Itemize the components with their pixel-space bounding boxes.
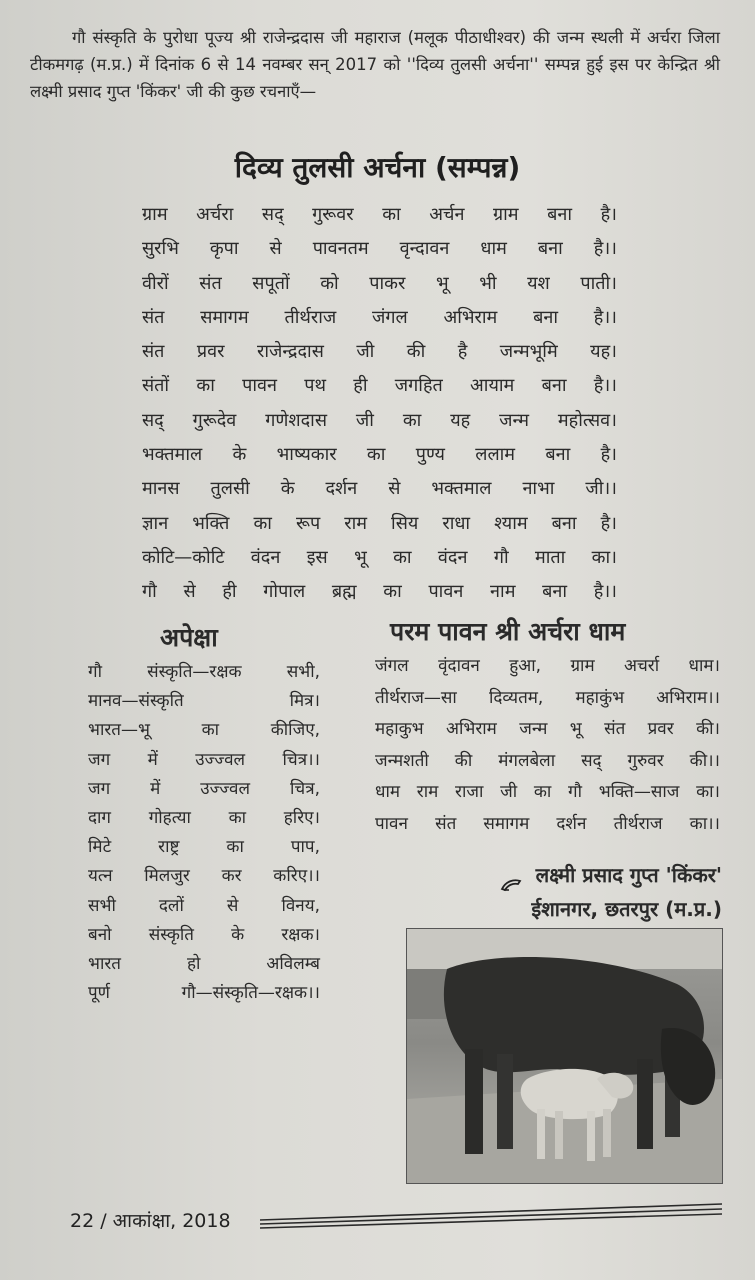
left-poem-line: पूर्ण गौ—संस्कृति—रक्षक।।	[88, 983, 320, 1004]
right-poem-line: जन्मशती की मंगलबेला सद् गुरुवर की।।	[375, 750, 720, 771]
left-poem-line: भारत हो अविलम्ब	[88, 954, 320, 975]
main-poem-line: संतों का पावन पथ ही जगहित आयाम बना है।।	[142, 375, 617, 397]
page-footer: 22 / आकांक्षा, 2018	[70, 1210, 231, 1232]
left-poem-line: मिटे राष्ट्र का पाप,	[88, 837, 320, 858]
main-poem-line: संत समागम तीर्थराज जंगल अभिराम बना है।।	[142, 306, 617, 328]
cow-calf-photo	[406, 928, 723, 1184]
right-poem-line: धाम राम राजा जी का गौ भक्ति—साज का।	[375, 782, 720, 803]
left-poem-title: अपेक्षा	[160, 623, 218, 652]
left-poem-line: सभी दलों से विनय,	[88, 895, 320, 916]
main-poem-line: भक्तमाल के भाष्यकार का पुण्य ललाम बना है।	[142, 444, 617, 466]
left-poem-line: जग में उज्ज्वल चित्र।।	[88, 749, 320, 770]
left-poem-line: जग में उज्ज्वल चित्र,	[88, 778, 320, 799]
right-poem-line: तीर्थराज—सा दिव्यतम, महाकुंभ अभिराम।।	[375, 687, 720, 708]
author-credit	[410, 858, 722, 926]
author-address: ईशानगर, छतरपुर (म.प्र.)	[531, 897, 722, 921]
author-name: लक्ष्मी प्रसाद गुप्त 'किंकर'	[535, 863, 722, 887]
right-poem-line: पावन संत समागम दर्शन तीर्थराज का।।	[375, 813, 720, 834]
right-poem-title: परम पावन श्री अर्चरा धाम	[390, 617, 626, 646]
left-poem	[88, 658, 320, 1008]
left-poem-line: गौ संस्कृति—रक्षक सभी,	[88, 662, 320, 682]
right-poem	[375, 651, 720, 841]
pen-icon	[500, 869, 522, 885]
main-poem-line: संत प्रवर राजेन्द्रदास जी की है जन्मभूमि यह।	[142, 341, 617, 363]
main-poem-line: मानस तुलसी के दर्शन से भक्तमाल नाभा जी।।	[142, 478, 617, 500]
main-poem-line: वीरों संत सपूतों को पाकर भू भी यश पाती।	[142, 272, 617, 294]
main-poem-line: ज्ञान भक्ति का रूप राम सिय राधा श्याम बना है।	[142, 512, 617, 534]
main-poem-line: ग्राम अर्चरा सद् गुरूवर का अर्चन ग्राम बना है।	[142, 204, 617, 225]
right-poem-line: महाकुभ अभिराम जन्म भू संत प्रवर की।	[375, 719, 720, 740]
main-poem	[142, 198, 617, 610]
main-poem-line: कोटि—कोटि वंदन इस भू का वंदन गौ माता का।	[142, 546, 617, 568]
main-poem-line: गौ से ही गोपाल ब्रह्म का पावन नाम बना है।।	[142, 581, 617, 603]
main-poem-title: दिव्य तुलसी अर्चना (सम्पन्न)	[234, 151, 521, 184]
main-poem-line: सद् गुरूदेव गणेशदास जी का यह जन्म महोत्सव।	[142, 409, 617, 431]
intro-paragraph: गौ संस्कृति के पुरोधा पूज्य श्री राजेन्द्रदास जी महाराज (मलूक पीठाधीश्वर) की जन्म स्थली में अर्चरा जिला टीकमगढ़ (म.प्र.) में दिनांक 6 से 14 नवम्बर सन् 2017 को ''दिव्य तुलसी अर्चना'' सम्पन्न हुई इस पर केन्द्रित श्री लक्ष्मी प्रसाद गुप्त 'किंकर' जी की कुछ रचनाएँ—	[30, 28, 720, 101]
right-poem-line: जंगल वृंदावन हुआ, ग्राम अचर्रा धाम।	[375, 656, 720, 676]
left-poem-line: यत्न मिलजुर कर करिए।।	[88, 866, 320, 887]
left-poem-line: भारत—भू का कीजिए,	[88, 720, 320, 741]
left-poem-line: बनो संस्कृति के रक्षक।	[88, 924, 320, 945]
left-poem-line: मानव—संस्कृति मित्र।	[88, 691, 320, 712]
footer-decorative-rules	[260, 1196, 722, 1232]
left-poem-line: दाग गोहत्या का हरिए।	[88, 808, 320, 829]
main-poem-line: सुरभि कृपा से पावनतम वृन्दावन धाम बना है।।	[142, 238, 617, 260]
author-name-line	[410, 858, 722, 892]
